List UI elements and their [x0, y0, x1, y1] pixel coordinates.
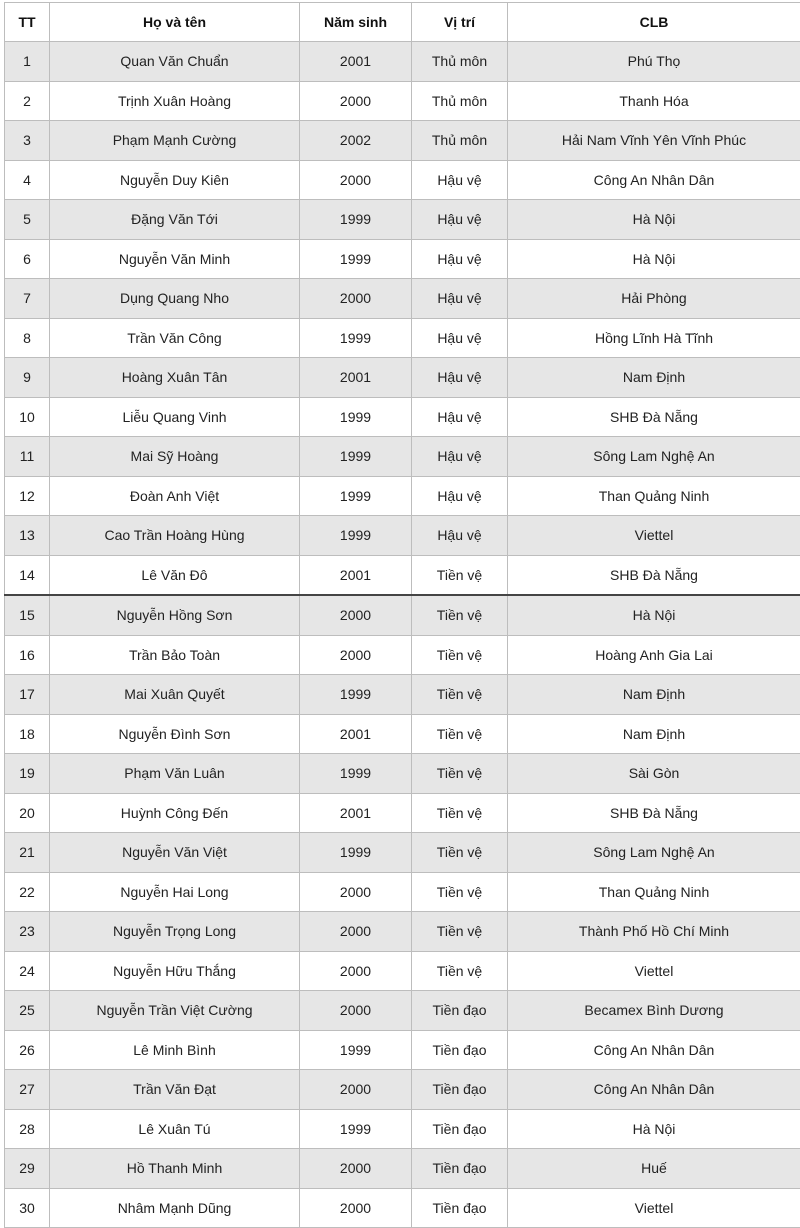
cell-club: Hải Nam Vĩnh Yên Vĩnh Phúc — [508, 121, 800, 161]
cell-tt: 1 — [5, 42, 50, 82]
table-row — [5, 912, 800, 952]
cell-tt: 4 — [5, 160, 50, 200]
cell-position: Tiền vệ — [412, 635, 508, 675]
cell-player-name: Lê Xuân Tú — [50, 1109, 300, 1149]
cell-club: Công An Nhân Dân — [508, 1070, 800, 1110]
cell-birth-year: 2000 — [300, 635, 412, 675]
cell-player-name: Nguyễn Duy Kiên — [50, 160, 300, 200]
cell-club: Thành Phố Hồ Chí Minh — [508, 912, 800, 952]
header-row — [5, 3, 800, 42]
cell-tt: 17 — [5, 675, 50, 715]
cell-tt: 10 — [5, 397, 50, 437]
cell-birth-year: 2000 — [300, 279, 412, 319]
cell-club: Hà Nội — [508, 595, 800, 635]
cell-club: Công An Nhân Dân — [508, 160, 800, 200]
cell-player-name: Nguyễn Hồng Sơn — [50, 595, 300, 635]
cell-birth-year: 2000 — [300, 160, 412, 200]
column-header-club: CLB — [508, 3, 800, 42]
table-row — [5, 555, 800, 595]
cell-position: Tiền vệ — [412, 951, 508, 991]
cell-position: Hậu vệ — [412, 200, 508, 240]
cell-position: Tiền vệ — [412, 912, 508, 952]
cell-tt: 21 — [5, 833, 50, 873]
cell-tt: 20 — [5, 793, 50, 833]
cell-player-name: Liễu Quang Vinh — [50, 397, 300, 437]
cell-club: SHB Đà Nẵng — [508, 793, 800, 833]
cell-tt: 11 — [5, 437, 50, 477]
cell-position: Tiền vệ — [412, 595, 508, 635]
cell-position: Tiền đạo — [412, 1109, 508, 1149]
cell-club: Sông Lam Nghệ An — [508, 437, 800, 477]
cell-club: Hoàng Anh Gia Lai — [508, 635, 800, 675]
cell-tt: 19 — [5, 754, 50, 794]
cell-player-name: Nguyễn Trần Việt Cường — [50, 991, 300, 1031]
table-body — [5, 42, 800, 1228]
cell-position: Hậu vệ — [412, 318, 508, 358]
table-row — [5, 793, 800, 833]
cell-club: Hồng Lĩnh Hà Tĩnh — [508, 318, 800, 358]
table-header — [5, 3, 800, 42]
cell-player-name: Nhâm Mạnh Dũng — [50, 1188, 300, 1228]
cell-player-name: Nguyễn Đình Sơn — [50, 714, 300, 754]
cell-birth-year: 2000 — [300, 951, 412, 991]
table-row — [5, 200, 800, 240]
table-row — [5, 754, 800, 794]
cell-tt: 28 — [5, 1109, 50, 1149]
cell-club: SHB Đà Nẵng — [508, 397, 800, 437]
table-row — [5, 991, 800, 1031]
table-row — [5, 121, 800, 161]
cell-position: Tiền vệ — [412, 675, 508, 715]
cell-birth-year: 1999 — [300, 833, 412, 873]
cell-position: Tiền vệ — [412, 872, 508, 912]
cell-birth-year: 2000 — [300, 1188, 412, 1228]
cell-birth-year: 1999 — [300, 675, 412, 715]
cell-birth-year: 1999 — [300, 476, 412, 516]
cell-player-name: Lê Văn Đô — [50, 555, 300, 595]
cell-tt: 3 — [5, 121, 50, 161]
table-row — [5, 675, 800, 715]
cell-club: SHB Đà Nẵng — [508, 555, 800, 595]
cell-tt: 5 — [5, 200, 50, 240]
cell-player-name: Nguyễn Văn Việt — [50, 833, 300, 873]
cell-club: Thanh Hóa — [508, 81, 800, 121]
cell-club: Becamex Bình Dương — [508, 991, 800, 1031]
cell-birth-year: 2000 — [300, 595, 412, 635]
cell-tt: 24 — [5, 951, 50, 991]
table-row — [5, 635, 800, 675]
cell-birth-year: 1999 — [300, 437, 412, 477]
cell-birth-year: 2001 — [300, 358, 412, 398]
cell-club: Huế — [508, 1149, 800, 1189]
cell-birth-year: 2000 — [300, 912, 412, 952]
cell-tt: 22 — [5, 872, 50, 912]
cell-player-name: Cao Trần Hoàng Hùng — [50, 516, 300, 556]
table-row — [5, 1070, 800, 1110]
cell-position: Hậu vệ — [412, 476, 508, 516]
cell-tt: 18 — [5, 714, 50, 754]
cell-birth-year: 1999 — [300, 397, 412, 437]
cell-club: Nam Định — [508, 714, 800, 754]
cell-position: Tiền đạo — [412, 1030, 508, 1070]
cell-birth-year: 1999 — [300, 200, 412, 240]
cell-player-name: Nguyễn Văn Minh — [50, 239, 300, 279]
table-row — [5, 397, 800, 437]
cell-player-name: Mai Sỹ Hoàng — [50, 437, 300, 477]
cell-club: Phú Thọ — [508, 42, 800, 82]
cell-player-name: Quan Văn Chuẩn — [50, 42, 300, 82]
cell-tt: 14 — [5, 555, 50, 595]
cell-birth-year: 2000 — [300, 872, 412, 912]
table-row — [5, 476, 800, 516]
cell-tt: 12 — [5, 476, 50, 516]
cell-position: Hậu vệ — [412, 516, 508, 556]
cell-player-name: Nguyễn Trọng Long — [50, 912, 300, 952]
cell-birth-year: 2001 — [300, 555, 412, 595]
cell-player-name: Mai Xuân Quyết — [50, 675, 300, 715]
cell-club: Công An Nhân Dân — [508, 1030, 800, 1070]
cell-club: Hà Nội — [508, 239, 800, 279]
column-header-position: Vị trí — [412, 3, 508, 42]
cell-tt: 8 — [5, 318, 50, 358]
cell-birth-year: 2001 — [300, 793, 412, 833]
cell-player-name: Huỳnh Công Đến — [50, 793, 300, 833]
cell-tt: 15 — [5, 595, 50, 635]
table-row — [5, 239, 800, 279]
column-header-birth-year: Năm sinh — [300, 3, 412, 42]
cell-tt: 29 — [5, 1149, 50, 1189]
cell-birth-year: 2001 — [300, 714, 412, 754]
cell-position: Hậu vệ — [412, 437, 508, 477]
cell-club: Than Quảng Ninh — [508, 476, 800, 516]
cell-position: Thủ môn — [412, 81, 508, 121]
table-row — [5, 160, 800, 200]
column-header-tt: TT — [5, 3, 50, 42]
table-row — [5, 437, 800, 477]
cell-tt: 7 — [5, 279, 50, 319]
cell-birth-year: 2001 — [300, 42, 412, 82]
cell-club: Hà Nội — [508, 200, 800, 240]
table-row — [5, 1149, 800, 1189]
column-header-name: Họ và tên — [50, 3, 300, 42]
cell-birth-year: 1999 — [300, 1109, 412, 1149]
cell-position: Hậu vệ — [412, 397, 508, 437]
cell-position: Tiền vệ — [412, 833, 508, 873]
cell-player-name: Đặng Văn Tới — [50, 200, 300, 240]
cell-position: Hậu vệ — [412, 239, 508, 279]
cell-player-name: Trần Bảo Toàn — [50, 635, 300, 675]
cell-birth-year: 1999 — [300, 516, 412, 556]
cell-position: Hậu vệ — [412, 160, 508, 200]
cell-birth-year: 1999 — [300, 318, 412, 358]
cell-club: Sông Lam Nghệ An — [508, 833, 800, 873]
table-row — [5, 951, 800, 991]
table-row — [5, 872, 800, 912]
cell-position: Hậu vệ — [412, 358, 508, 398]
cell-tt: 26 — [5, 1030, 50, 1070]
cell-position: Tiền vệ — [412, 555, 508, 595]
table-row — [5, 595, 800, 635]
cell-player-name: Phạm Mạnh Cường — [50, 121, 300, 161]
table-row — [5, 358, 800, 398]
table-row — [5, 1109, 800, 1149]
cell-tt: 13 — [5, 516, 50, 556]
table-row — [5, 42, 800, 82]
cell-player-name: Dụng Quang Nho — [50, 279, 300, 319]
cell-position: Hậu vệ — [412, 279, 508, 319]
player-roster-table — [4, 2, 800, 1228]
cell-tt: 30 — [5, 1188, 50, 1228]
cell-club: Nam Định — [508, 675, 800, 715]
table-row — [5, 833, 800, 873]
cell-birth-year: 2000 — [300, 1149, 412, 1189]
cell-birth-year: 1999 — [300, 1030, 412, 1070]
cell-player-name: Lê Minh Bình — [50, 1030, 300, 1070]
cell-tt: 25 — [5, 991, 50, 1031]
cell-position: Tiền đạo — [412, 991, 508, 1031]
cell-position: Tiền đạo — [412, 1188, 508, 1228]
cell-position: Tiền đạo — [412, 1149, 508, 1189]
table-row — [5, 1030, 800, 1070]
cell-club: Than Quảng Ninh — [508, 872, 800, 912]
cell-tt: 9 — [5, 358, 50, 398]
table-row — [5, 279, 800, 319]
cell-club: Hải Phòng — [508, 279, 800, 319]
cell-birth-year: 2002 — [300, 121, 412, 161]
cell-position: Tiền vệ — [412, 754, 508, 794]
cell-birth-year: 2000 — [300, 1070, 412, 1110]
cell-position: Thủ môn — [412, 121, 508, 161]
cell-player-name: Trần Văn Công — [50, 318, 300, 358]
cell-birth-year: 1999 — [300, 239, 412, 279]
cell-player-name: Nguyễn Hữu Thắng — [50, 951, 300, 991]
cell-club: Nam Định — [508, 358, 800, 398]
cell-tt: 16 — [5, 635, 50, 675]
cell-tt: 23 — [5, 912, 50, 952]
cell-player-name: Phạm Văn Luân — [50, 754, 300, 794]
cell-player-name: Hồ Thanh Minh — [50, 1149, 300, 1189]
cell-player-name: Trần Văn Đạt — [50, 1070, 300, 1110]
cell-player-name: Trịnh Xuân Hoàng — [50, 81, 300, 121]
table-row — [5, 318, 800, 358]
cell-birth-year: 2000 — [300, 991, 412, 1031]
cell-position: Tiền vệ — [412, 714, 508, 754]
cell-player-name: Hoàng Xuân Tân — [50, 358, 300, 398]
table-row — [5, 714, 800, 754]
table-row — [5, 516, 800, 556]
cell-position: Tiền đạo — [412, 1070, 508, 1110]
cell-club: Hà Nội — [508, 1109, 800, 1149]
cell-birth-year: 1999 — [300, 754, 412, 794]
table-row — [5, 81, 800, 121]
cell-player-name: Đoàn Anh Việt — [50, 476, 300, 516]
table-row — [5, 1188, 800, 1228]
cell-tt: 27 — [5, 1070, 50, 1110]
cell-club: Viettel — [508, 951, 800, 991]
cell-club: Sài Gòn — [508, 754, 800, 794]
cell-birth-year: 2000 — [300, 81, 412, 121]
cell-tt: 6 — [5, 239, 50, 279]
cell-position: Thủ môn — [412, 42, 508, 82]
cell-club: Viettel — [508, 516, 800, 556]
cell-position: Tiền vệ — [412, 793, 508, 833]
cell-tt: 2 — [5, 81, 50, 121]
cell-club: Viettel — [508, 1188, 800, 1228]
cell-player-name: Nguyễn Hai Long — [50, 872, 300, 912]
